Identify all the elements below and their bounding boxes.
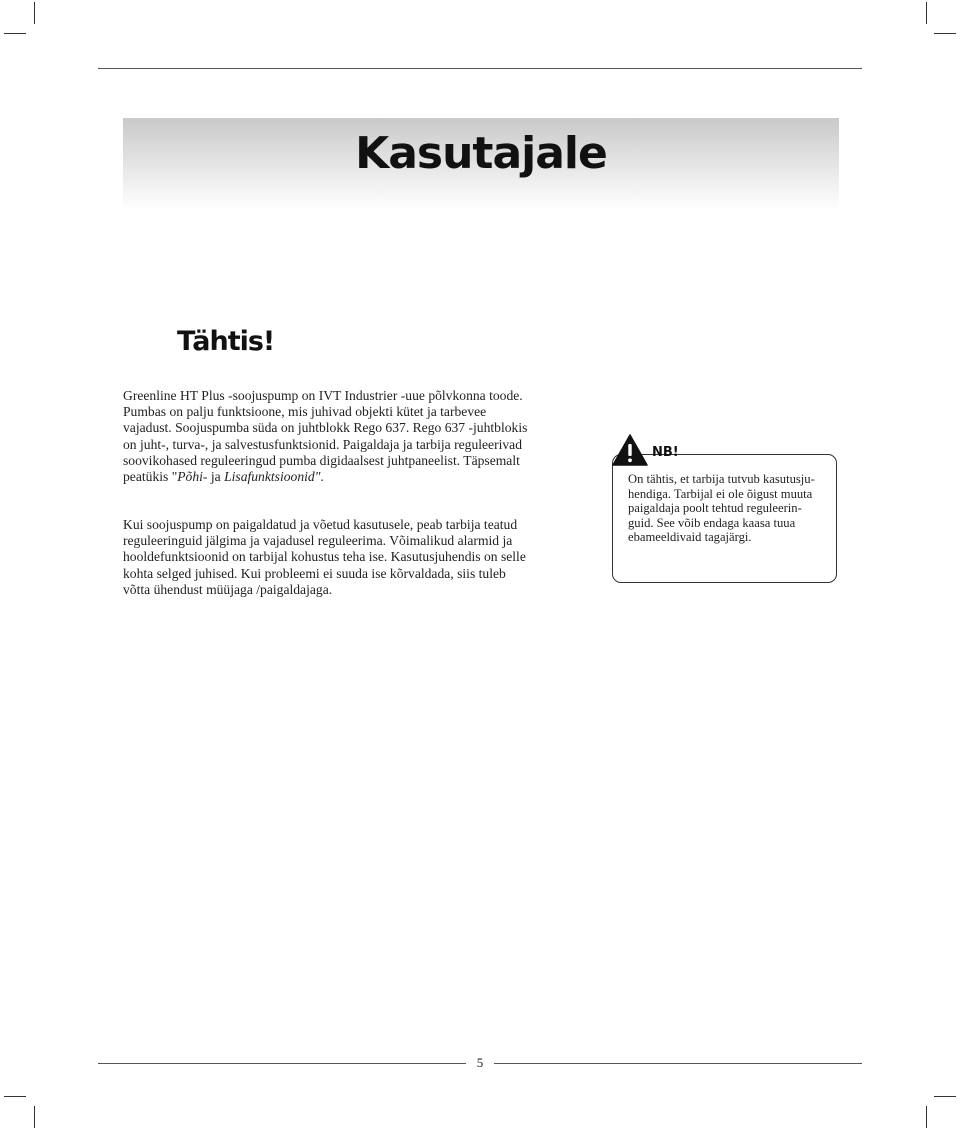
text-line: guid. See võib endaga kaasa tuua [628,515,796,530]
title-banner [123,118,839,210]
section-heading: Tähtis! [177,326,275,357]
chapter-reference: Lisafunktsioonid" [224,469,321,485]
crop-mark [34,1106,35,1128]
text-fragment: peatükis " [123,469,178,485]
chapter-reference: Põhi- [177,469,208,485]
usage-paragraph [123,517,573,598]
crop-mark [934,1096,956,1097]
text-line: soovikohased reguleeringud pumba digidaalsest juhtpaneelist. Täpsemalt [123,452,520,468]
text-line: on juht-, turva-, ja salvestusfunktsionid. Paigaldaja ja tarbija reguleerivad [123,436,523,452]
text-line: ebameeldivaid tagajärgi. [628,530,752,545]
text-line: hooldefunktsioonid on tarbijal kohustus teha ise. Kasutusjuhendis on selle [123,549,526,565]
text-line: On tähtis, et tarbija tutvub kasutusju- [628,472,815,486]
text-line: reguleeringuid jälgima ja vajadusel reguleerima. Võimalikud alarmid ja [123,533,513,549]
warning-triangle-icon [612,434,648,466]
page-number: 5 [476,1055,484,1070]
text-line: Pumbas on palju funktsioone, mis juhivad objekti kütet ja tarbevee [123,404,487,420]
crop-mark [926,1106,927,1128]
text-line: võtta ühendust müüjaga /paigaldajaga. [123,581,333,597]
intro-paragraph [123,388,573,485]
text-line: paigaldaja poolt tehtud reguleerin- [628,501,802,516]
text-line: Kui soojuspump on paigaldatud ja võetud kasutusele, peab tarbija teatud [123,517,518,532]
text-line: hendiga. Tarbijal ei ole õigust muuta [628,486,813,501]
crop-mark [4,1096,26,1097]
text-line: vajadust. Soojuspumba süda on juhtblokk Rego 637. Rego 637 -juhtblokis [123,420,528,436]
crop-mark [34,2,35,24]
crop-mark [934,33,956,34]
text-line: kohta selged juhised. Kui probleemi ei suuda ise kõrvaldada, siis tuleb [123,565,506,581]
notice-label: NB! [652,445,679,460]
text-fragment: . [320,469,324,485]
header-rule [98,68,862,69]
crop-mark [926,2,927,24]
text-fragment: ja [207,469,225,485]
page-title: Kasutajale [355,128,607,179]
text-line: Greenline HT Plus -soojuspump on IVT Industrier -uue põlvkonna toode. [123,388,523,403]
crop-mark [4,33,26,34]
notice-text [628,472,828,545]
text-line [123,469,573,485]
